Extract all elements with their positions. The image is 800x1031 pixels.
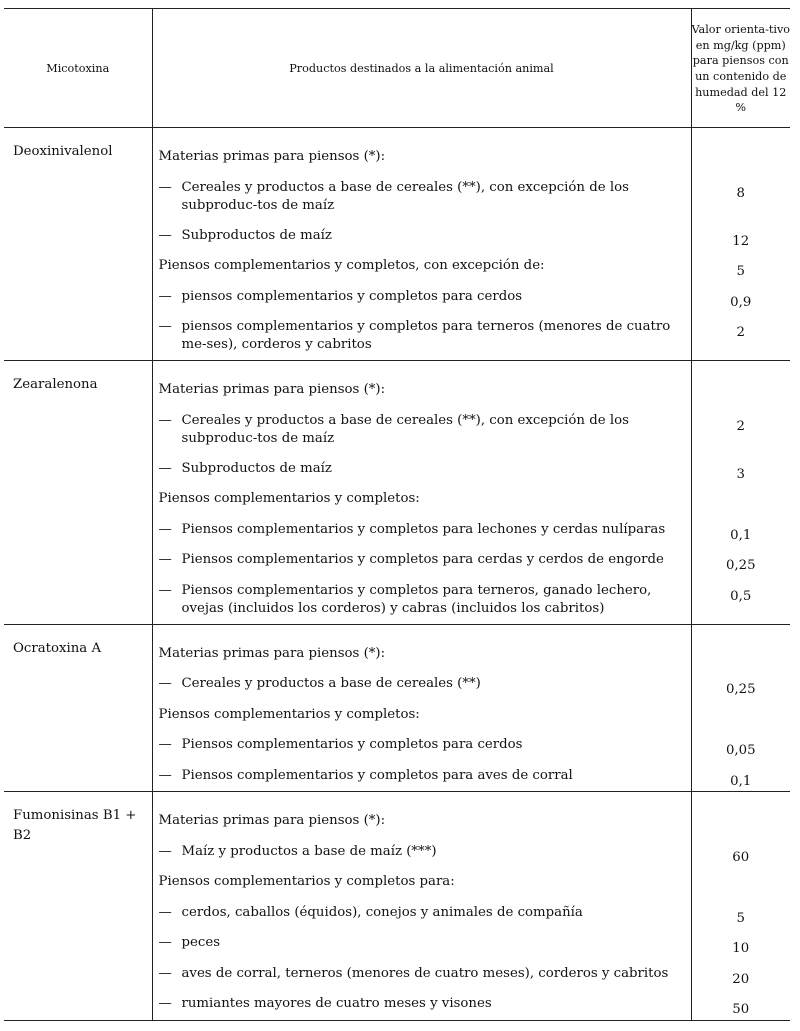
product-text: cerdos, caballos (équidos), conejos y animales de compañía [181,904,583,920]
product-line [153,898,691,929]
guide-value [692,867,791,898]
product-line [153,251,691,282]
dash-marker: — [158,319,172,334]
product-line [153,545,691,576]
header-micotoxina: Micotoxina [4,9,152,128]
product-text: Piensos complementarios y completos para aves de corral [181,767,573,783]
product-text: Cereales y productos a base de cereales (**), con excepción de los subproduc-tos de maíz [181,179,629,213]
product-line [153,173,691,221]
dash-marker: — [158,412,172,428]
product-text: Materias primas para piensos (*): [158,382,386,397]
product-text: Cereales y productos a base de cereales (**) [181,676,481,691]
product-line [153,406,691,454]
dash-marker: — [158,552,172,567]
product-text: Piensos complementarios y completos: [158,706,420,722]
guide-value: 0,9 [730,294,752,310]
product-text: aves de corral, terneros (menores de cuatro meses), corderos y cabritos [181,965,669,981]
product-text: piensos complementarios y completos para terneros (menores de cuatro me-ses), corderos y cabritos [181,319,671,352]
dash-marker: — [158,521,172,537]
products-cell [152,128,691,361]
dash-marker: — [158,767,172,783]
values-cell [691,128,790,361]
product-text: Piensos complementarios y completos para cerdos [181,737,523,752]
guide-value: 0,1 [730,527,752,543]
product-text: Piensos complementarios y completos para cerdas y cerdos de engorde [181,552,664,567]
product-line [153,484,691,515]
product-line [153,730,691,761]
toxin-group [4,624,790,792]
product-text: Piensos complementarios y completos: [158,491,420,506]
dash-marker: — [158,227,172,243]
guide-value: 5 [736,910,745,926]
guide-value: 3 [736,466,745,482]
toxin-name: Ocratoxina A [4,624,152,792]
dash-marker: — [158,904,172,920]
product-line [153,669,691,700]
dash-marker: — [158,676,172,691]
product-line [153,515,691,546]
guide-value: 0,5 [730,588,752,604]
dash-marker: — [158,843,172,859]
dash-marker: — [158,582,172,598]
values-cell [691,361,790,625]
product-text: Materias primas para piensos (*): [158,149,386,164]
toxin-name: Fumonisinas B1 + B2 [4,792,152,1021]
guide-value [692,639,791,670]
products-cell [152,361,691,625]
guide-value: 5 [736,264,745,279]
product-text: Materias primas para piensos (*): [158,645,386,661]
guide-value [692,375,791,406]
dash-marker: — [158,288,172,304]
product-line [153,928,691,959]
guide-value: 0,05 [725,743,756,758]
products-cell [152,624,691,792]
values-cell [691,624,790,792]
guide-value [692,484,791,515]
guide-value: 0,1 [730,773,752,789]
dash-marker: — [158,179,172,195]
product-line [153,837,691,868]
products-cell [152,792,691,1021]
product-line [153,761,691,792]
product-text: piensos complementarios y completos para cerdos [181,288,523,304]
guide-value: 2 [736,325,745,340]
product-line [153,312,691,360]
product-text: Piensos complementarios y completos para terneros, ganado lechero, ovejas (incluidos los corderos) y cabras (incluidos los cabritos) [181,582,652,616]
toxin-name: Zearalenona [4,361,152,625]
toxin-group [4,128,790,361]
product-line [153,959,691,990]
product-text: Maíz y productos a base de maíz (***) [181,843,437,859]
guide-value: 10 [732,941,750,956]
toxin-name: Deoxinivalenol [4,128,152,361]
product-text: Subproductos de maíz [181,227,332,243]
product-line [153,221,691,252]
product-line [153,375,691,406]
product-line [153,282,691,313]
guide-value [692,806,791,837]
header-productos: Productos destinados a la alimentación animal [152,9,691,128]
dash-marker: — [158,460,172,476]
guide-value [692,142,791,173]
guide-value: 0,25 [725,558,756,573]
product-line [153,639,691,670]
toxin-group [4,792,790,1021]
guide-value [692,700,791,731]
dash-marker: — [158,996,172,1011]
product-line [153,454,691,485]
product-line [153,700,691,731]
dash-marker: — [158,935,172,950]
guide-value: 0,25 [725,682,756,697]
guide-value: 60 [732,849,750,865]
guide-value: 20 [732,971,750,987]
product-line [153,989,691,1020]
header-row [4,9,790,128]
product-text: Piensos complementarios y completos para: [158,874,455,889]
product-text: rumiantes mayores de cuatro meses y visones [181,996,492,1011]
product-line [153,576,691,624]
product-text: Materias primas para piensos (*): [158,813,386,828]
product-text: Cereales y productos a base de cereales (**), con excepción de los subproduc-tos de maíz [181,412,629,446]
values-cell [691,792,790,1021]
product-text: Piensos complementarios y completos, con excepción de: [158,258,545,273]
product-text: Piensos complementarios y completos para lechones y cerdas nulíparas [181,521,666,537]
guide-value: 8 [736,185,745,201]
product-line [153,142,691,173]
guide-value: 2 [736,418,745,434]
dash-marker: — [158,965,172,981]
guide-value: 12 [732,233,750,249]
header-valor: Valor orienta-tivo en mg/kg (ppm) para piensos con un contenido de humedad del 12 % [691,9,790,128]
toxin-group [4,361,790,625]
product-line [153,867,691,898]
mycotoxin-table [4,8,790,1021]
product-text: Subproductos de maíz [181,460,332,476]
product-line [153,806,691,837]
dash-marker: — [158,737,172,752]
guide-value: 50 [732,1002,750,1017]
product-text: peces [181,935,221,950]
